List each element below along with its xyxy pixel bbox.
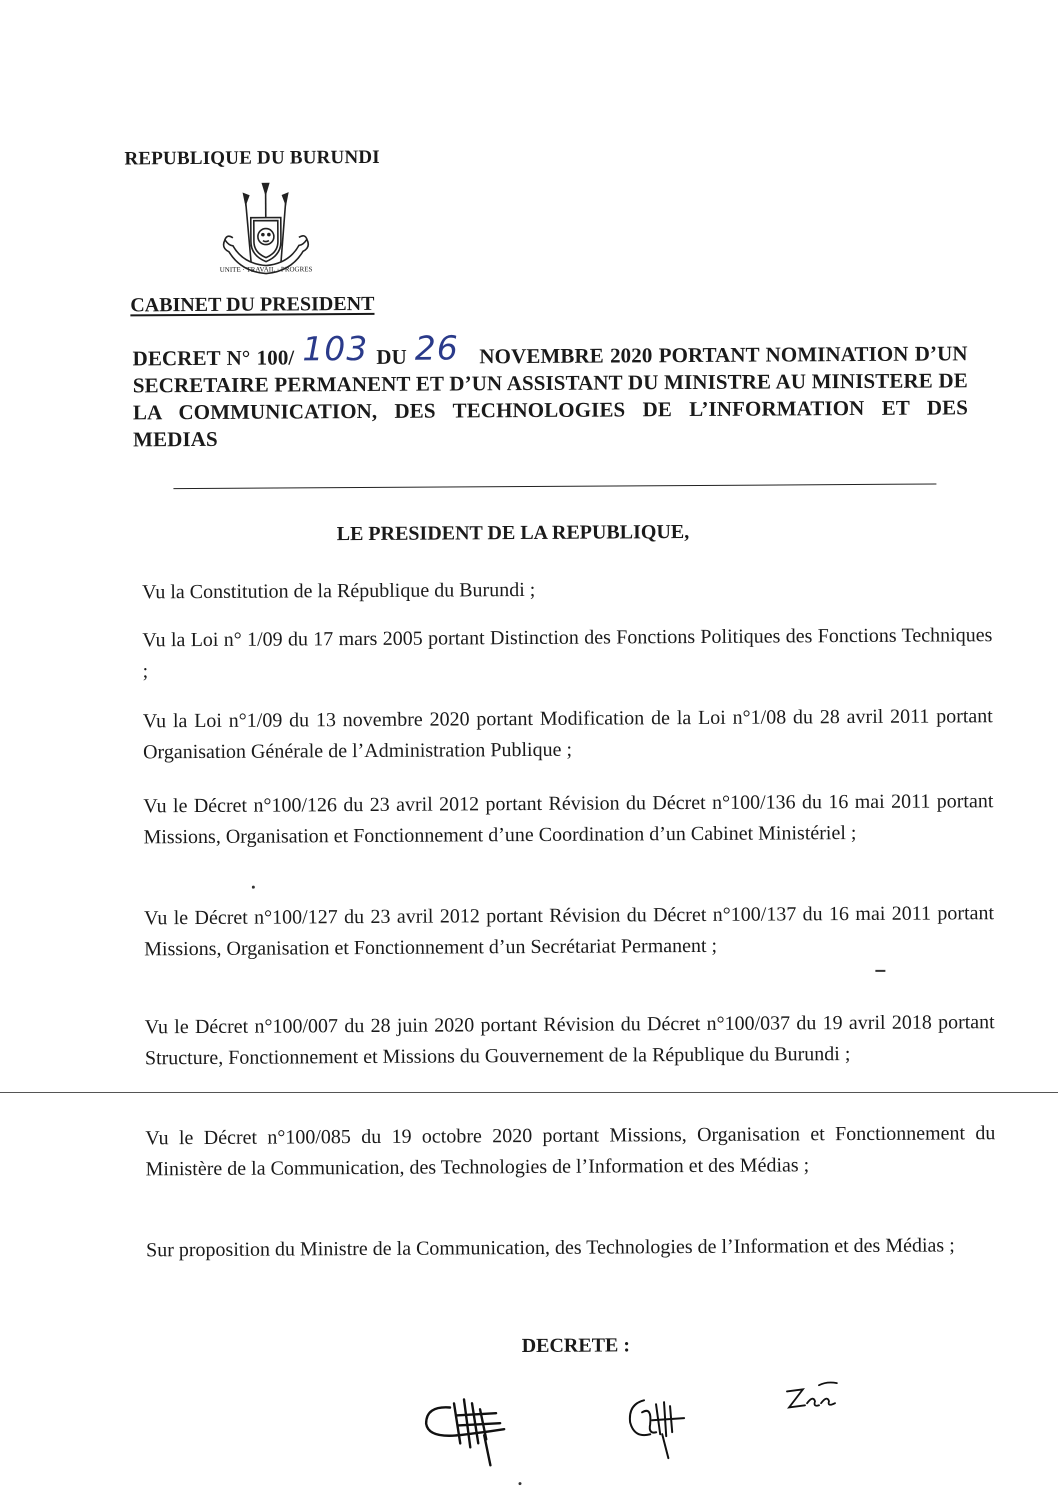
signature-initials-2 — [622, 1384, 692, 1464]
decree-title-rest: NOVEMBRE 2020 PORTANT NOMINATION D’UN SECRETAIRE PERMANENT ET D’UN ASSISTANT DU MINISTRE AU MINISTERE DE LA COMMUNICATION, DES TECHNOLOGIES DE L’INFORMATION ET DES MEDIAS — [133, 341, 968, 451]
consideration-item: Vu le Décret n°100/126 du 23 avril 2012 portant Révision du Décret n°100/136 du 16 mai 2011 portant Missions, Organisation et Fonctionnement d’une Coordination d’un Cabinet Ministériel ; — [143, 786, 993, 853]
decree-du: DU — [376, 345, 407, 369]
consideration-item: Vu la Loi n°1/09 du 13 novembre 2020 portant Modification de la Loi n°1/08 du 28 avril 2011 portant Organisation Générale de l’Administration Publique ; — [143, 701, 993, 768]
scan-speck — [252, 886, 255, 889]
svg-text:UNITE · TRAVAIL · PROGRES: UNITE · TRAVAIL · PROGRES — [220, 265, 313, 274]
consideration-item: Vu la Constitution de la République du Burundi ; — [142, 572, 992, 608]
scan-artifact-line — [0, 1092, 1058, 1093]
cabinet-heading: CABINET DU PRESIDENT — [130, 293, 374, 317]
consideration-item: Vu le Décret n°100/127 du 23 avril 2012 portant Révision du Décret n°100/137 du 16 mai 2011 portant Missions, Organisation et Fonctionnement d’un Secrétariat Permanent ; — [144, 898, 994, 965]
decree-prefix: DECRET N° 100/ — [133, 345, 295, 370]
decrete-heading: DECRETE : — [522, 1334, 630, 1358]
consideration-item: Vu la Loi n° 1/09 du 17 mars 2005 portant Distinction des Fonctions Politiques des Fonctions Techniques ; — [142, 620, 992, 687]
republic-heading: REPUBLIQUE DU BURUNDI — [124, 147, 380, 171]
considerations-list — [142, 572, 992, 577]
handwritten-decree-day: 26 — [415, 334, 459, 361]
signature-initials-1 — [416, 1385, 517, 1476]
title-divider — [173, 484, 936, 490]
president-heading: LE PRESIDENT DE LA REPUBLIQUE, — [337, 521, 690, 546]
consideration-item: Vu le Décret n°100/085 du 19 octobre 2020 portant Missions, Organisation et Fonctionnement du Ministère de la Communication, des Technologies de l’Information et des Médias ; — [145, 1118, 995, 1185]
handwritten-decree-number: 103 — [302, 335, 368, 362]
coat-of-arms-emblem — [211, 181, 322, 292]
signature-initials-3 — [779, 1373, 849, 1428]
consideration-item: Sur proposition du Ministre de la Communication, des Technologies de l’Information et des Médias ; — [146, 1230, 996, 1266]
scan-speck — [875, 970, 885, 972]
scan-speck — [519, 1482, 522, 1485]
decree-title — [133, 335, 969, 453]
consideration-item: Vu le Décret n°100/007 du 28 juin 2020 portant Révision du Décret n°100/037 du 19 avril 2018 portant Structure, Fonctionnement et Missions du Gouvernement de la République du Burundi ; — [145, 1007, 995, 1074]
